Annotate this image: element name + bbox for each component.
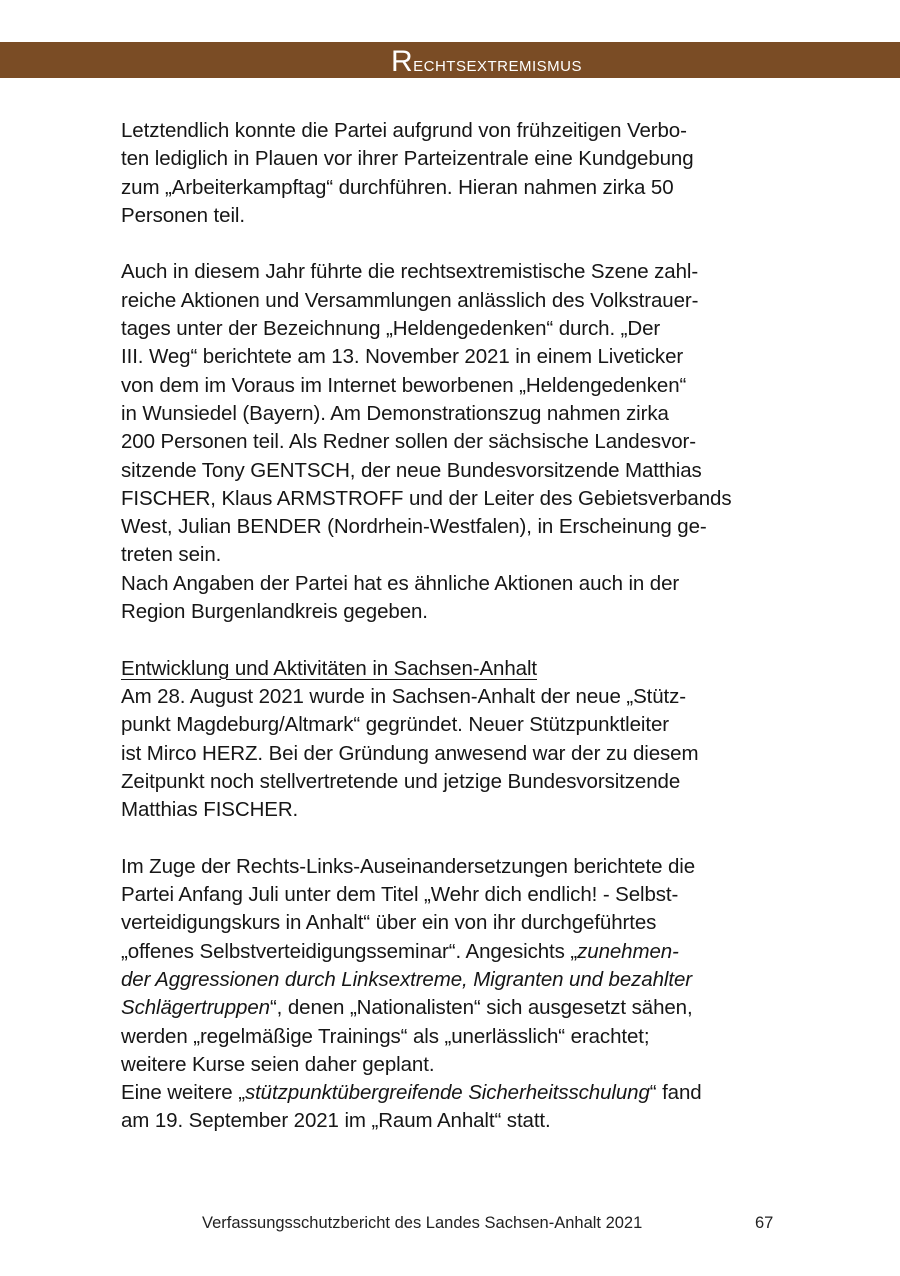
text-line: Partei Anfang Juli unter dem Titel „Wehr dich endlich! - Selbst- [121,883,679,907]
text-line [121,966,781,994]
text-line: Im Zuge der Rechts-Links-Auseinandersetzungen berichtete die [121,854,696,878]
section-title-rest: echtsextremismus [413,51,582,76]
text-run: „offenes Selbstverteidigungsseminar“. Angesichts „ [121,939,578,963]
subheading-text: Entwicklung und Aktivitäten in Sachsen-Anhalt [121,656,538,680]
text-line: sitzende Tony GENTSCH, der neue Bundesvorsitzende Matthias [121,458,702,482]
text-line: Region Burgenlandkreis gegeben. [121,600,428,624]
paragraph-5 [121,853,781,1079]
text-line: Nach Angaben der Partei hat es ähnliche Aktionen auch in der [121,571,680,595]
text-line: Auch in diesem Jahr führte die rechtsextremistische Szene zahl- [121,260,699,284]
text-line: treten sein. [121,543,222,567]
text-run: “, denen „Nationalisten“ sich ausgesetzt sähen, [269,996,693,1020]
subheading [121,655,781,683]
text-line: Personen teil. [121,203,245,227]
paragraph-2 [121,258,781,569]
text-run: “ fand [649,1081,702,1105]
quote-italic: Schlägertruppen [121,996,270,1020]
text-line: Am 28. August 2021 wurde in Sachsen-Anhalt der neue „Stütz- [121,684,687,708]
section-title-initial: R [390,45,414,78]
text-line: tages unter der Bezeichnung „Heldengedenken“ durch. „Der [121,317,661,341]
text-line: punkt Magdeburg/Altmark“ gegründet. Neuer Stützpunktleiter [121,713,670,737]
text-line: III. Weg“ berichtete am 13. November 2021 in einem Liveticker [121,345,684,369]
text-run: Eine weitere „ [121,1081,245,1105]
paragraph-4 [121,683,781,824]
text-line: von dem im Voraus im Internet beworbenen „Heldengedenken“ [121,373,687,397]
text-line: verteidigungskurs in Anhalt“ über ein von ihr durchgeführtes [121,911,657,935]
text-line [121,938,781,966]
text-line [121,1079,781,1107]
section-header-bar [0,42,900,78]
quote-italic: der Aggressionen durch Linksextreme, Migranten und bezahlter [121,967,692,991]
text-line: zum „Arbeiterkampftag“ durchführen. Hieran nahmen zirka 50 [121,175,674,199]
text-line: am 19. September 2021 im „Raum Anhalt“ statt. [121,1109,551,1133]
text-line: reiche Aktionen und Versammlungen anlässlich des Volkstrauer- [121,288,699,312]
text-line: werden „regelmäßige Trainings“ als „unerlässlich“ erachtet; [121,1024,650,1048]
text-line: in Wunsiedel (Bayern). Am Demonstrationszug nahmen zirka [121,401,669,425]
text-line: weitere Kurse seien daher geplant. [121,1052,435,1076]
text-line: ten lediglich in Plauen vor ihrer Parteizentrale eine Kundgebung [121,147,694,171]
text-line: Zeitpunkt noch stellvertretende und jetzige Bundesvorsitzende [121,769,681,793]
footer-publication-title: Verfassungsschutzbericht des Landes Sachsen-Anhalt 2021 [202,1214,643,1232]
text-line: West, Julian BENDER (Nordrhein-Westfalen), in Erscheinung ge- [121,515,707,539]
text-line: 200 Personen teil. Als Redner sollen der sächsische Landesvor- [121,430,696,454]
text-line: FISCHER, Klaus ARMSTROFF und der Leiter des Gebietsverbands [121,486,732,510]
quote-italic: stützpunktübergreifende Sicherheitsschulung [244,1081,650,1105]
paragraph-1 [121,117,781,230]
section-title [391,42,582,78]
text-line: ist Mirco HERZ. Bei der Gründung anwesend war der zu diesem [121,741,699,765]
main-text [121,117,781,1136]
paragraph-3 [121,570,781,627]
text-line: Matthias FISCHER. [121,798,299,822]
quote-italic: zunehmen- [577,939,679,963]
text-line [121,994,781,1022]
text-line: Letztendlich konnte die Partei aufgrund von frühzeitigen Verbo- [121,119,687,142]
paragraph-6 [121,1079,781,1136]
page-number: 67 [755,1214,774,1232]
